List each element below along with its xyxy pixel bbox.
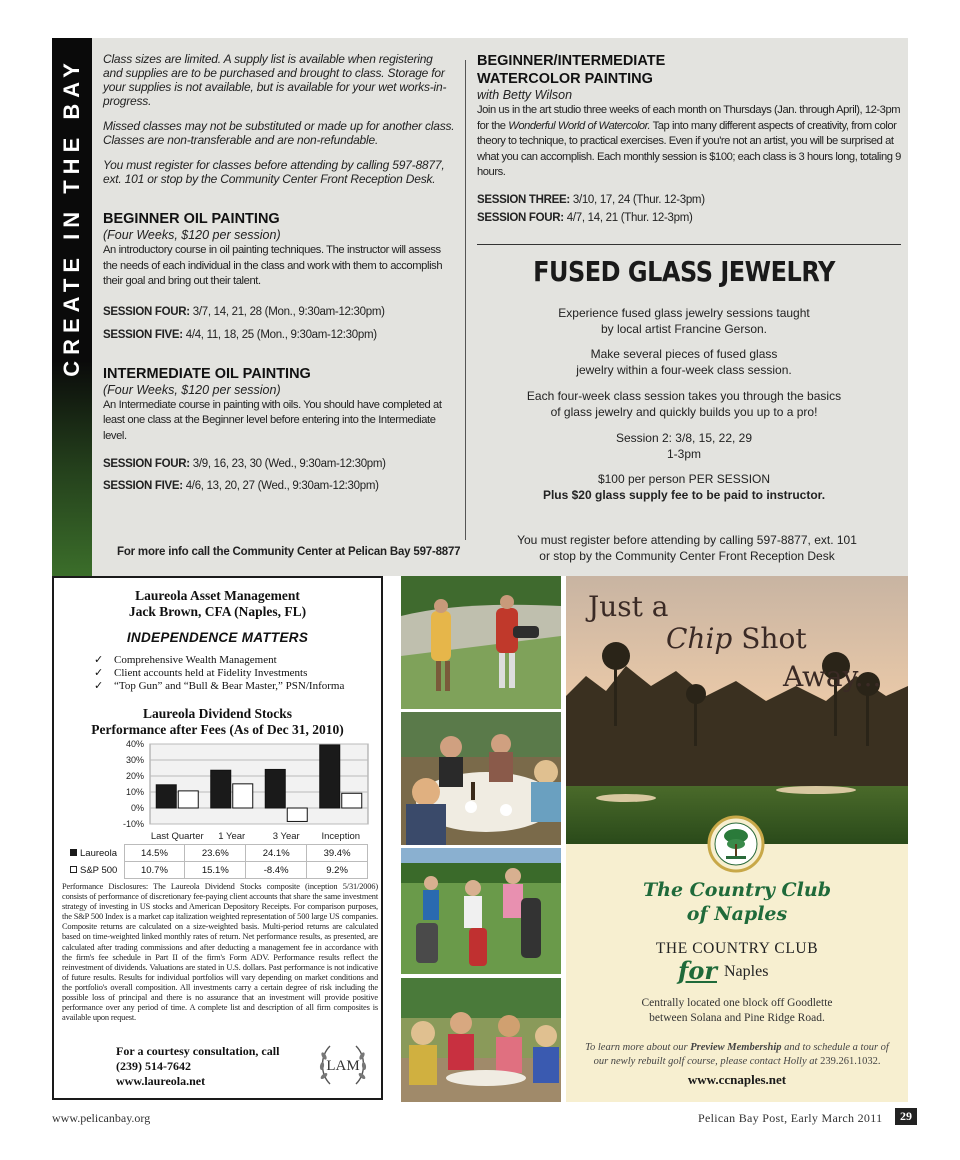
- class-note: Class sizes are limited. A supply list is available when registering and supplies are to be purchased and brought to class. Storage for your supplies is not available, but is available for your wet works-in-progress.: [103, 52, 447, 108]
- side-banner-text-wrap: [52, 38, 92, 396]
- left-column: [103, 52, 455, 493]
- section-price: (Four Weeks, $120 per session): [103, 382, 281, 397]
- legend-swatch: [70, 849, 77, 856]
- bar-s-p-500-0: [178, 791, 198, 808]
- x-tick-label: 3 Year: [272, 831, 300, 842]
- session-line: SESSION FOUR: 3/9, 16, 23, 30 (Wed., 9:30am-12:30pm): [103, 458, 386, 470]
- section-title: INTERMEDIATE OIL PAINTING: [103, 365, 311, 382]
- table-cell: 9.2%: [307, 862, 368, 879]
- y-tick-label: 10%: [125, 787, 144, 797]
- watercolor-title: WATERCOLOR PAINTING: [477, 71, 653, 87]
- performance-table: [68, 844, 368, 879]
- laureola-laurel-logo: [316, 1038, 370, 1092]
- table-cell: 24.1%: [246, 845, 307, 862]
- fused-glass-title: FUSED GLASS JEWELRY: [533, 255, 835, 289]
- x-tick-label: Last Quarter: [150, 831, 204, 842]
- fused-glass-text: Make several pieces of fused glass jewelry within a four-week class session.: [576, 347, 792, 377]
- class-note: Missed classes may not be substituted or made up for another class. Classes are non-transferable and are non-refundable.: [103, 119, 455, 147]
- section-description: An introductory course in oil painting techniques. The instructor will assess the needs of each individual in the class and work with them to accomplish their goal and bring out their talent.: [103, 244, 443, 287]
- watercolor-title: BEGINNER/INTERMEDIATE: [477, 53, 666, 69]
- list-item: ✓ Client accounts held at Fidelity Investments: [94, 667, 308, 679]
- section-divider: [477, 244, 901, 245]
- class-note: You must register for classes before attending by calling 597-8877, ext. 101 or stop by the Community Center Front Reception Desk.: [103, 158, 445, 186]
- headline-line3: Away...: [783, 660, 882, 693]
- golfers-walking-photo: [401, 576, 561, 709]
- y-tick-label: 20%: [125, 771, 144, 781]
- session-line: SESSION FOUR: 4/7, 14, 21 (Thur. 12-3pm): [477, 211, 693, 224]
- club-url[interactable]: www.ccnaples.net: [687, 1072, 787, 1087]
- table-cell: 10.7%: [124, 862, 185, 879]
- beginner-oil-section: [103, 210, 455, 342]
- fused-glass-register: You must register before attending by calling 597-8877, ext. 101 or stop by the Community Center Front Reception Desk: [517, 533, 857, 563]
- session-line: SESSION FIVE: 4/6, 13, 20, 27 (Wed., 9:30am-12:30pm): [103, 480, 379, 492]
- section-title: BEGINNER OIL PAINTING: [103, 211, 280, 227]
- footer-issue: Pelican Bay Post, Early March 2011: [698, 1111, 883, 1125]
- bar-laureola-1: [211, 770, 231, 808]
- session-line: SESSION FOUR: 3/7, 14, 21, 28 (Mon., 9:30am-12:30pm): [103, 305, 385, 318]
- side-banner-text: CREATE IN THE BAY: [59, 57, 84, 377]
- chart-title: Laureola Dividend Stocks Performance after Fees (As of Dec 31, 2010): [91, 706, 344, 737]
- laureola-ad: [52, 576, 383, 1100]
- club-location: Centrally located one block off Goodlette between Solana and Pine Ridge Road.: [641, 997, 833, 1024]
- y-tick-label: -10%: [122, 819, 144, 829]
- legend-laureola: Laureola: [68, 845, 124, 862]
- tagline: INDEPENDENCE MATTERS: [126, 630, 309, 645]
- club-for: for: [678, 956, 717, 985]
- right-column: [477, 52, 901, 225]
- legend-swatch: [70, 866, 77, 873]
- club-naples: Naples: [724, 963, 769, 980]
- checkmark-icon: ✓: [94, 667, 104, 679]
- watercolor-description: Join us in the art studio three weeks of each month on Thursdays (Jan. through April), 12-3pm for the Wonderful World of Watercolor. Tap into many different aspects of creativity, from color theory to technique, to practical exercises. Even if you're not an artist, you will be surprised at what you can accomplish. Each monthly session is $100; each class is 3 hours long, totaling 9 hours.: [477, 104, 901, 178]
- company-name: Laureola Asset Management Jack Brown, CFA (Naples, FL): [128, 588, 307, 619]
- headline-line2: Chip Shot: [666, 622, 807, 655]
- page-number: 29: [895, 1108, 917, 1125]
- fused-glass-session: Session 2: 3/8, 15, 22, 29 1-3pm: [615, 431, 753, 461]
- table-cell: 14.5%: [124, 845, 185, 862]
- session-line: SESSION FIVE: 4/4, 11, 18, 25 (Mon., 9:30am-12:30pm): [103, 328, 377, 341]
- table-cell: 39.4%: [307, 845, 368, 862]
- section-price: (Four Weeks, $120 per session): [103, 228, 281, 242]
- intermediate-oil-section: [103, 365, 455, 494]
- section-description: An Intermediate course in painting with oils. You should have completed at least one class at the Beginner level before entering into the Intermediate level.: [103, 398, 442, 442]
- patio-photo: [401, 978, 561, 1102]
- checkmark-icon: ✓: [94, 680, 104, 692]
- club-name: THE COUNTRY CLUB: [655, 940, 819, 957]
- column-divider: [465, 60, 466, 540]
- fused-glass-price: $100 per person PER SESSION Plus $20 glass supply fee to be paid to instructor.: [542, 472, 826, 502]
- headline-line1: Just a: [588, 590, 669, 623]
- legend-sp500: S&P 500: [68, 862, 124, 879]
- watercolor-instructor: with Betty Wilson: [477, 88, 573, 102]
- more-info: For more info call the Community Center at Pelican Bay 597-8877: [117, 546, 461, 558]
- y-tick-label: 40%: [125, 740, 144, 749]
- bar-s-p-500-2: [287, 808, 307, 821]
- list-item: ✓ Comprehensive Wealth Management: [94, 654, 277, 666]
- table-cell: -8.4%: [246, 862, 307, 879]
- table-row: [68, 862, 368, 879]
- table-row: [68, 845, 368, 862]
- fused-glass-text: Each four-week class session takes you through the basics of glass jewelry and quickly builds you up to a pro!: [526, 389, 842, 419]
- y-tick-label: 0%: [130, 803, 144, 813]
- x-tick-label: 1 Year: [218, 831, 246, 842]
- disclosure-text: Performance Disclosures: The Laureola Dividend Stocks composite (inception 5/31/2006) consists of performance of discretionary fee-paying client accounts that share the same investment strategy of investing in US stocks and American Depository Receipts. For comparison purposes, the S&P 500 Index is a market cap italization weighted representation of 500 large US companies. Composite returns are calculated on a size-weighted basis. Multi-period returns are calculated based on time-weighted linked monthly rates of return. Net performance results, as presented, are calculated after trading commissions and after deducting a management fee in accordance with the firm's fee schedule in Part II of the firm's Form ADV. Performance results reflect the reinvestment of dividends. Valuations are stated in U.S. dollars. Past performance is not indicative of future results. Results for individual portfolios will vary depending on market conditions and the portfolio's overall composition. All investments carry a certain degree of risk including the possible loss of principal and there is no assurance that an investment will provide positive performance over any period of time. A complete list and description of all firm composites is available upon request.: [62, 882, 378, 1023]
- footer-url[interactable]: www.pelicanbay.org: [52, 1111, 151, 1125]
- women-golfers-photo: [401, 848, 561, 974]
- fused-glass-text: Experience fused glass jewelry sessions taught by local artist Francine Gerson.: [558, 306, 810, 336]
- bar-s-p-500-3: [342, 793, 362, 808]
- checkmark-icon: ✓: [94, 654, 104, 666]
- country-club-crest-icon: [706, 814, 766, 874]
- bar-laureola-0: [156, 785, 176, 808]
- country-club-ad: [566, 576, 908, 1102]
- bar-laureola-2: [265, 769, 285, 808]
- table-cell: 15.1%: [185, 862, 246, 879]
- y-tick-label: 30%: [125, 755, 144, 765]
- bar-laureola-3: [320, 745, 340, 808]
- club-script-name: The Country Club of Naples: [643, 879, 831, 925]
- bar-s-p-500-1: [233, 784, 253, 808]
- dining-photo: [401, 712, 561, 845]
- table-cell: 23.6%: [185, 845, 246, 862]
- x-tick-label: Inception: [321, 831, 361, 842]
- club-contact: To learn more about our Preview Membership and to schedule a tour of our newly rebuilt golf course, please contact Holly at 239.261.1032.: [585, 1042, 889, 1067]
- feature-list: [94, 654, 379, 693]
- list-item: ✓ “Top Gun” and “Bull & Bear Master,” PSN/Informa: [94, 680, 345, 692]
- contact-block: For a courtesy consultation, call (239) 514-7642 www.laureola.net: [116, 1044, 280, 1088]
- session-line: SESSION THREE: 3/10, 17, 24 (Thur. 12-3pm): [477, 193, 705, 206]
- logo-letters: LAM: [326, 1058, 360, 1074]
